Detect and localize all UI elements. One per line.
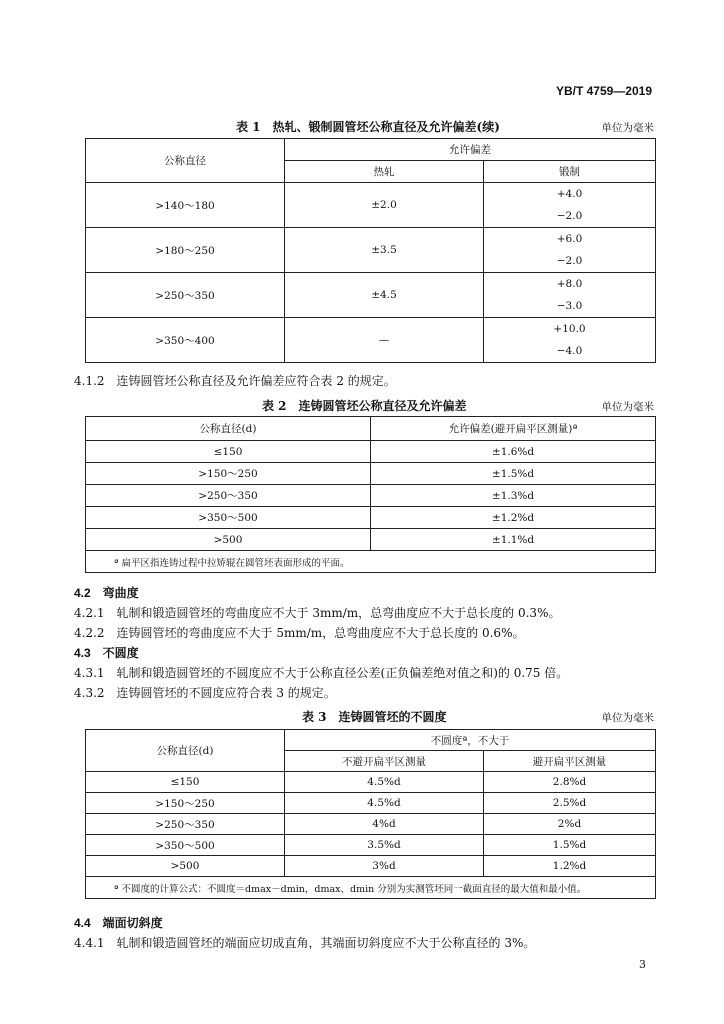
t1-cell-forged (484, 318, 656, 363)
t1-forged-plus: +4.0 (556, 188, 583, 200)
table-row (86, 507, 656, 529)
page-number: 3 (639, 958, 646, 971)
table-row (86, 529, 656, 551)
t3-cell-a: 4.5%d (285, 772, 484, 793)
table-row (86, 793, 656, 814)
t3-cell-b: 1.2%d (484, 856, 656, 877)
t1-cell-forged (484, 183, 656, 228)
t2-cell-d: >250～350 (86, 485, 371, 507)
t1-forged-plus: +10.0 (553, 323, 586, 335)
t3-cell-d: >150～250 (86, 793, 285, 814)
table2-footnote: ª 扁平区指连铸过程中拉矫辊在圆管坯表面形成的平面。 (86, 551, 656, 573)
t1-header-forged: 锻制 (484, 161, 656, 183)
t3-header-avoid: 避开扁平区测量 (484, 751, 656, 772)
t1-forged-minus: −2.0 (556, 255, 583, 267)
table2-caption: 表 2 连铸圆管坯公称直径及允许偏差 (262, 399, 467, 413)
table-row (86, 835, 656, 856)
t2-header-nominal: 公称直径(d) (86, 417, 371, 441)
standard-number: YB/T 4759—2019 (555, 84, 652, 98)
t3-cell-d: >250～350 (86, 814, 285, 835)
section-heading: 4.4 端面切斜度 (74, 916, 163, 930)
t1-cell-hot: ±4.5 (285, 273, 484, 318)
table-row (86, 856, 656, 877)
table-row (86, 441, 656, 463)
t1-forged-plus: +8.0 (556, 278, 583, 290)
t1-cell-hot: — (285, 318, 484, 363)
t1-header-hot: 热轧 (285, 161, 484, 183)
t2-cell-tol: ±1.3%d (371, 485, 656, 507)
t1-header-nominal: 公称直径 (86, 139, 285, 183)
section-4-2-2: 4.2.2 连铸圆管坯的弯曲度应不大于 5mm/m，总弯曲度应不大于总长度的 0.6%。 (74, 626, 525, 640)
t1-forged-minus: −2.0 (556, 210, 583, 222)
t3-cell-d: ≤150 (86, 772, 285, 793)
t3-cell-a: 4%d (285, 814, 484, 835)
t3-cell-b: 1.5%d (484, 835, 656, 856)
t1-cell-forged (484, 273, 656, 318)
t1-cell-hot: ±3.5 (285, 228, 484, 273)
table-row (86, 463, 656, 485)
t3-header-not-avoid: 不避开扁平区测量 (285, 751, 484, 772)
table3-footnote: ª 不圆度的计算公式：不圆度＝dmax－dmin，dmax、dmin 分别为实测管坯同一截面直径的最大值和最小值。 (86, 877, 656, 899)
table-row (86, 273, 656, 318)
table-row (86, 814, 656, 835)
section-4-3 (74, 644, 139, 661)
t2-cell-d: >150～250 (86, 463, 371, 485)
section-4-4-1: 4.4.1 轧制和锻造圆管坯的端面应切成直角，其端面切斜度应不大于公称直径的 3%。 (74, 936, 536, 950)
t3-cell-d: >500 (86, 856, 285, 877)
t2-cell-d: ≤150 (86, 441, 371, 463)
section-heading: 4.2 弯曲度 (74, 586, 139, 600)
t3-header-nominal: 公称直径(d) (86, 730, 285, 772)
t1-forged-minus: −3.0 (556, 300, 583, 312)
t3-cell-b: 2.8%d (484, 772, 656, 793)
section-4-3-1: 4.3.1 轧制和锻造圆管坯的不圆度应不大于公称直径公差(正负偏差绝对值之和)的 0.75 倍。 (74, 666, 569, 680)
t2-cell-d: >500 (86, 529, 371, 551)
t2-cell-tol: ±1.1%d (371, 529, 656, 551)
t2-cell-tol: ±1.6%d (371, 441, 656, 463)
t1-forged-minus: −4.0 (556, 345, 583, 357)
table1-caption: 表 1 热轧、锻制圆管坯公称直径及允许偏差(续) (236, 120, 500, 134)
t3-cell-a: 3%d (285, 856, 484, 877)
table-row (86, 228, 656, 273)
table2 (85, 416, 656, 573)
table-row (86, 183, 656, 228)
t2-header-tolerance: 允许偏差(避开扁平区测量)ª (371, 417, 656, 441)
t1-forged-plus: +6.0 (556, 233, 583, 245)
t3-cell-b: 2.5%d (484, 793, 656, 814)
t2-cell-d: >350～500 (86, 507, 371, 529)
t1-cell-forged (484, 228, 656, 273)
t1-cell-d: >250～350 (86, 273, 285, 318)
section-4-3-2: 4.3.2 连铸圆管坯的不圆度应符合表 3 的规定。 (74, 686, 336, 700)
table3 (85, 729, 656, 899)
table2-unit: 单位为毫米 (601, 401, 654, 413)
table3-unit: 单位为毫米 (601, 712, 654, 724)
t3-cell-b: 2%d (484, 814, 656, 835)
t1-cell-d: >350～400 (86, 318, 285, 363)
t1-cell-d: >140～180 (86, 183, 285, 228)
table-row (86, 772, 656, 793)
t2-cell-tol: ±1.5%d (371, 463, 656, 485)
table1 (85, 138, 656, 363)
section-heading: 4.3 不圆度 (74, 646, 139, 660)
t3-cell-d: >350～500 (86, 835, 285, 856)
section-4-1-2: 4.1.2 连铸圆管坯公称直径及允许偏差应符合表 2 的规定。 (74, 374, 396, 388)
table-row (86, 318, 656, 363)
table1-unit: 单位为毫米 (601, 122, 654, 134)
t1-cell-hot: ±2.0 (285, 183, 484, 228)
t2-cell-tol: ±1.2%d (371, 507, 656, 529)
t3-cell-a: 4.5%d (285, 793, 484, 814)
t3-cell-a: 3.5%d (285, 835, 484, 856)
section-4-4 (74, 914, 163, 931)
t1-cell-d: >180～250 (86, 228, 285, 273)
t1-header-tolerance: 允许偏差 (285, 139, 656, 161)
t3-header-ovality: 不圆度ª，不大于 (285, 730, 656, 751)
section-4-2 (74, 584, 139, 601)
table-row (86, 485, 656, 507)
table3-caption: 表 3 连铸圆管坯的不圆度 (302, 710, 447, 724)
section-4-2-1: 4.2.1 轧制和锻造圆管坯的弯曲度应不大于 3mm/m，总弯曲度应不大于总长度的 0.3%。 (74, 606, 561, 620)
